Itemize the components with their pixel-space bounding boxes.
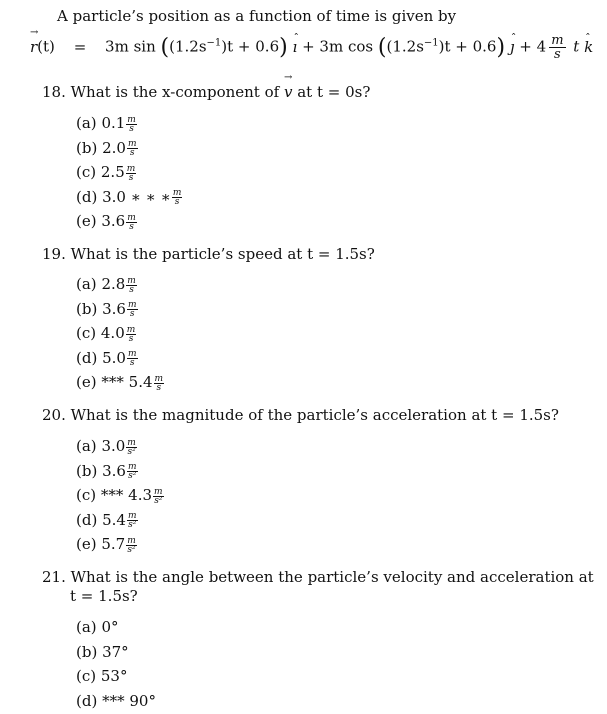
option-label: (a) — [76, 618, 97, 636]
unit-num: m — [154, 373, 164, 384]
option-label: (c) — [76, 667, 97, 685]
unit-den: s — [174, 197, 180, 207]
question-20 — [42, 406, 559, 424]
eq-plus1: + 3m cos — [302, 37, 374, 56]
answer-option[interactable] — [76, 349, 138, 368]
unit-k: ˆ k — [584, 38, 593, 56]
question-number: 19. — [42, 245, 66, 263]
unit-den: s² — [127, 446, 136, 457]
option-label: (b) — [76, 299, 98, 318]
eq-term2-exp: −1 — [423, 37, 439, 49]
unit-num: m — [127, 511, 137, 521]
option-value: 2.0 — [102, 138, 126, 157]
unit-fraction — [153, 488, 164, 505]
option-value: 5.4 — [102, 510, 126, 529]
eq-term1-tail: )t + 0.6 — [221, 37, 280, 56]
unit-fraction — [126, 439, 137, 456]
unit-den: s² — [128, 471, 137, 481]
unit-fraction — [127, 512, 138, 529]
unit-den: s² — [127, 544, 136, 555]
unit-num: m — [127, 349, 137, 359]
option-label: (a) — [76, 437, 97, 455]
eq-term2-tail: )t + 0.6 — [438, 37, 497, 56]
position-equation: → r(t) = 3m $\sin ((1.2s^{-1})t + 0.6)$ ˆ ı + 3m $\cos ((1.2s^{-1})t + 0.6)$ ˆ ȷ + 4 $\frac{m}{s}$ t ˆ k — [30, 34, 593, 61]
option-value: 4.0 — [100, 324, 125, 342]
option-value: 0° — [101, 618, 119, 636]
unit-fraction — [127, 350, 138, 367]
eq-term1-coef: 3m sin — [105, 37, 156, 56]
unit-fraction — [126, 116, 137, 133]
option-value: 5.0 — [102, 348, 126, 367]
answer-option[interactable] — [76, 373, 164, 392]
question-text: What is the angle between the particle’s velocity and acceleration at — [70, 568, 594, 586]
r-vector: → r — [30, 38, 37, 56]
answer-option[interactable] — [76, 275, 137, 294]
option-label: (b) — [76, 138, 98, 157]
answer-option[interactable] — [76, 300, 138, 319]
answer-option[interactable] — [76, 667, 127, 685]
unit-den: s — [129, 284, 134, 295]
unit-num: m — [127, 114, 136, 125]
question-text: What is the particle’s speed at t = 1.5s? — [70, 245, 375, 263]
answer-option[interactable] — [76, 188, 182, 207]
option-label: (d) — [76, 510, 98, 529]
answer-option[interactable] — [76, 643, 129, 661]
answer-option[interactable] — [76, 437, 137, 456]
option-label: (d) — [76, 187, 98, 206]
unit-j: ˆ ȷ — [510, 38, 515, 56]
option-value: 3.6 — [102, 299, 126, 318]
question-21-line2: t = 1.5s? — [70, 587, 138, 605]
question-number: 21. — [42, 568, 66, 586]
answer-option[interactable] — [76, 163, 136, 182]
unit-fraction — [126, 277, 137, 294]
eq-t: t — [573, 37, 580, 56]
unit-num: m — [127, 212, 136, 223]
unit-num: m — [127, 437, 136, 448]
unit-den: s — [129, 358, 135, 368]
unit-num: m — [126, 163, 136, 174]
unit-den: s² — [128, 520, 137, 530]
answer-option[interactable] — [76, 511, 138, 530]
option-label: (a) — [76, 275, 97, 293]
answer-option[interactable] — [76, 535, 137, 554]
unit-den: s — [129, 221, 134, 232]
eq-frac-num: m — [551, 33, 564, 48]
option-value: 5.4 — [128, 373, 153, 391]
eq-plus2: + 4 — [519, 37, 547, 56]
intro-text: A particle’s position as a function of time is given by — [57, 7, 457, 25]
answer-option[interactable] — [76, 462, 138, 481]
option-label: (e) — [76, 373, 97, 391]
option-value: 3.6 — [101, 212, 126, 230]
unit-fraction — [126, 214, 137, 231]
answer-option[interactable] — [76, 324, 136, 343]
answer-option[interactable] — [76, 618, 118, 636]
unit-fraction — [127, 463, 138, 480]
option-value: 2.8 — [101, 275, 126, 293]
option-value: 37° — [102, 642, 129, 661]
unit-num: m — [154, 486, 163, 497]
option-label: (c) — [76, 163, 97, 181]
eq-term1-inner: (1.2s — [169, 37, 207, 56]
unit-num: m — [172, 188, 182, 198]
option-value: 3.0 ∗ ∗ ∗ — [102, 187, 171, 206]
question-number: 18. — [42, 83, 66, 101]
answer-option[interactable] — [76, 139, 138, 158]
option-value: 3.0 — [101, 437, 126, 455]
unit-fraction — [126, 537, 137, 554]
question-number: 20. — [42, 406, 66, 424]
option-label: (a) — [76, 114, 97, 132]
option-value: 2.5 — [100, 163, 125, 181]
question-18 — [42, 83, 370, 101]
question-text: What is the magnitude of the particle’s acceleration at t = 1.5s? — [70, 406, 559, 424]
option-label: (d) — [76, 348, 98, 367]
unit-num: m — [127, 462, 137, 472]
option-label: (d) — [76, 691, 98, 710]
option-label: (e) — [76, 212, 97, 230]
correct-marker: *** — [101, 373, 124, 391]
unit-num: m — [127, 139, 137, 149]
eq-frac-den: s — [554, 47, 561, 62]
unit-fraction — [154, 375, 165, 392]
eq-fraction — [549, 34, 565, 61]
option-label: (b) — [76, 642, 98, 661]
answer-option[interactable] — [76, 212, 137, 231]
eq-term2-inner: (1.2s — [386, 37, 424, 56]
unit-den: s — [128, 172, 134, 183]
question-text-post: at t = 0s? — [297, 83, 371, 101]
unit-fraction — [126, 326, 137, 343]
correct-marker: *** — [100, 486, 124, 504]
option-value: 4.3 — [128, 486, 153, 504]
answer-option[interactable] — [76, 692, 156, 710]
unit-den: s — [129, 123, 134, 134]
option-value: 0.1 — [101, 114, 126, 132]
unit-fraction — [127, 140, 138, 157]
option-label: (c) — [76, 486, 97, 504]
question-text: What is the x-component of — [70, 83, 280, 101]
option-label: (b) — [76, 461, 98, 480]
unit-num: m — [127, 275, 136, 286]
option-label: (e) — [76, 535, 97, 553]
eq-lhs-arg: (t) — [37, 37, 55, 56]
option-label: (c) — [76, 324, 97, 342]
unit-num: m — [127, 535, 136, 546]
answer-option[interactable] — [76, 486, 164, 505]
correct-marker: *** — [102, 691, 125, 710]
unit-num: m — [127, 300, 137, 310]
answer-option[interactable] — [76, 114, 137, 133]
option-value: 53° — [100, 667, 128, 685]
unit-den: s — [156, 382, 162, 393]
unit-den: s — [128, 333, 134, 344]
unit-den: s — [129, 309, 135, 319]
v-vector: → v — [284, 83, 292, 101]
unit-den: s — [129, 148, 135, 158]
eq-term1-exp: −1 — [206, 37, 222, 49]
option-value: 3.6 — [102, 461, 126, 480]
unit-num: m — [126, 324, 136, 335]
unit-fraction — [126, 165, 137, 182]
question-21 — [42, 568, 594, 586]
option-value: 90° — [129, 691, 156, 710]
question-19 — [42, 245, 375, 263]
eq-equals: = — [73, 37, 87, 56]
unit-fraction — [172, 189, 183, 206]
option-value: 5.7 — [101, 535, 126, 553]
unit-i: ˆ ı — [293, 38, 298, 56]
unit-den: s² — [154, 495, 163, 506]
unit-fraction — [127, 301, 138, 318]
